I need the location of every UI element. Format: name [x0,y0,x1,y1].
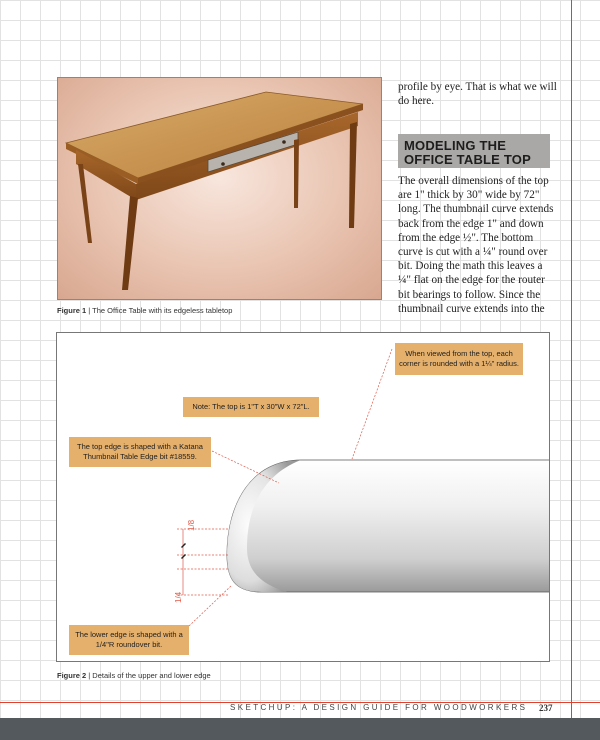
note-dimensions: Note: The top is 1"T x 30"W x 72"L. [183,397,319,417]
figure2-caption [57,671,211,680]
section-heading-line2: OFFICE TABLE TOP [404,152,531,167]
note-top-edge: The top edge is shaped with a Katana Thumbnail Table Edge bit #18559. [69,437,211,467]
dim-label-upper: 1/8 [187,519,196,531]
footer-band [0,718,600,740]
edge-profile-drawing [57,333,550,662]
dimension-marks [177,529,229,595]
body-paragraph: The overall dimensions of the top are 1" thick by 30" wide by 72" long. The thumbnail curve extends back from the edge 1" and down from the edge ½". The bottom curve is cut with a ¼" round over bit. Doing the math this leaves a ¼" flat on the edge for the router bit bearings to follow. Since the thumbnail curve extends into the [398,175,554,315]
note-corner-radius: When viewed from the top, each corner is rounded with a 1¼" radius. [395,343,523,375]
intro-text: profile by eye. That is what we will do here. [398,81,557,108]
figure1-caption [57,306,232,315]
leader-lower-edge [189,585,232,626]
note-lower-edge: The lower edge is shaped with a 1/4"R roundover bit. [69,625,189,655]
office-table-illustration [58,78,382,300]
figure2-caption-text: | Details of the upper and lower edge [86,671,211,680]
margin-guide-vertical [571,0,572,740]
figure2-caption-label: Figure 2 [57,671,87,680]
dim-label-lower: 1/4 [174,591,183,603]
leader-corner [352,349,392,459]
running-title: SKETCHUP: A DESIGN GUIDE FOR WOODWORKERS [230,703,528,712]
section-heading-line1: MODELING THE [404,138,507,153]
page-number: 237 [539,703,553,713]
figure1-caption-label: Figure 1 [57,306,87,315]
section-heading [398,134,550,168]
dimension-ticks [181,543,186,559]
figure1-photo [57,77,382,300]
figure1-caption-text: | The Office Table with its edgeless tabletop [86,306,233,315]
figure2-diagram [56,332,550,662]
